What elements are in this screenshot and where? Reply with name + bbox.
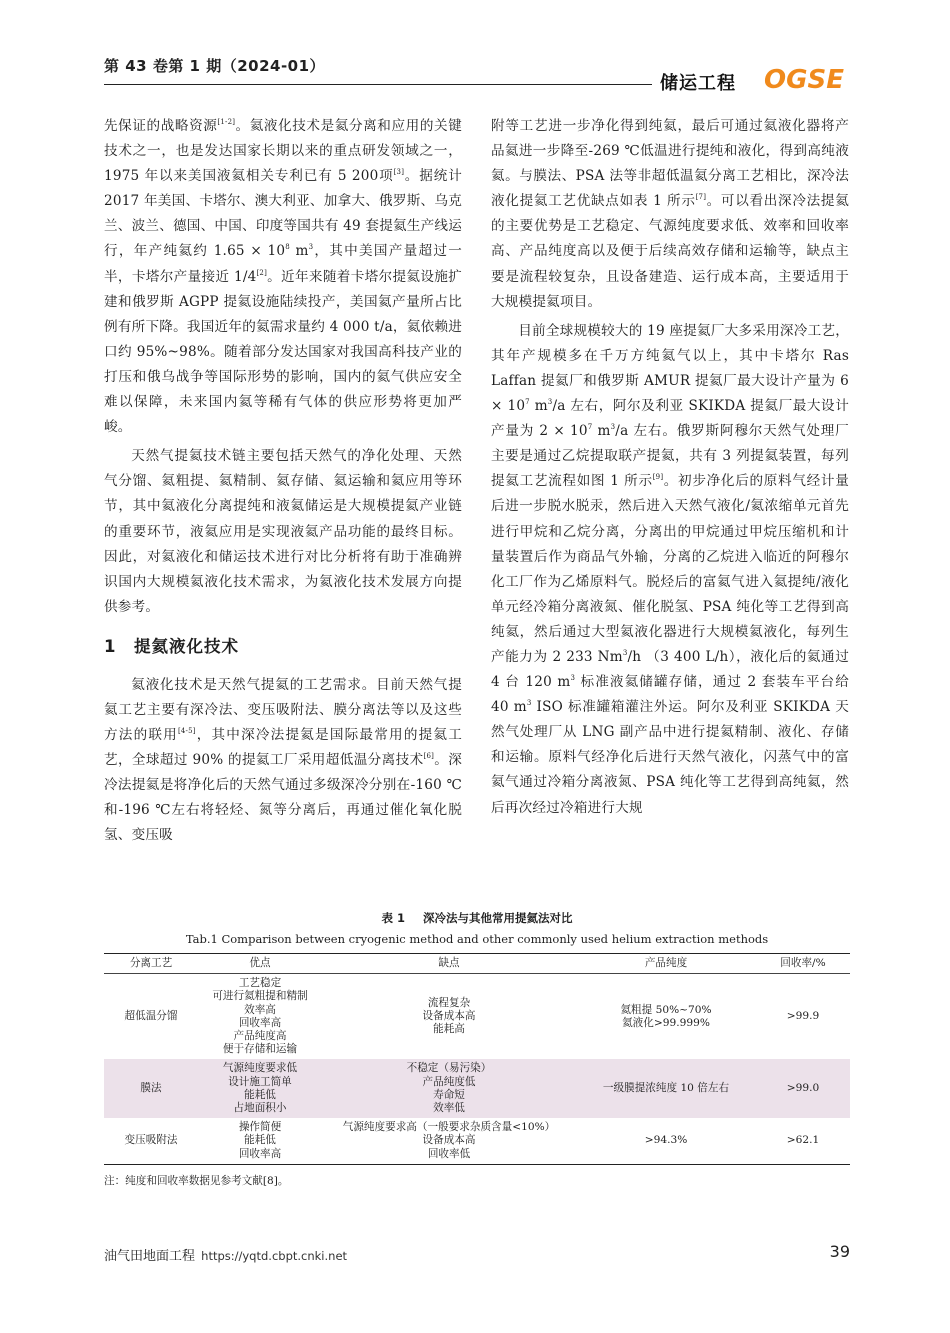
page-number: 39 <box>829 1242 850 1261</box>
cell-recovery: >99.9 <box>786 1010 820 1023</box>
paragraph-left-3: 氦液化技术是天然气提氦的工艺需求。目前天然气提氦工艺主要有深冷法、变压吸附法、膜分离法等以及这些方法的联用[4-5]，其中深冷法提氦是国际最常用的提氦工艺，全球超过 90% 的提氦工厂采用超低温分离技术[6]。深冷法提氦是将净化后的天然气通过多级深冷分别在-160 ℃和-196 ℃左右将轻烃、氮等分离后，再通过催化氧化脱氢、变压吸 <box>104 676 462 844</box>
journal-logo-text: OGSE <box>764 66 844 92</box>
journal-issue: 第 43 卷第 1 期（2024-01） <box>104 57 326 75</box>
table-caption-cn: 表 1 深冷法与其他常用提氦法对比 <box>381 911 573 925</box>
cell-recovery: >99.0 <box>756 1059 850 1118</box>
header-purity: 产品纯度 <box>576 954 756 974</box>
section-name: 储运工程 <box>660 73 736 94</box>
table-header-row <box>104 954 850 974</box>
right-column <box>491 114 849 821</box>
header-recovery: 回收率/% <box>756 954 850 974</box>
left-column <box>104 114 462 849</box>
cell-method: 变压吸附法 <box>104 1118 198 1164</box>
cell-pros: 操作简便 能耗低 回收率高 <box>198 1118 322 1164</box>
cell-pros: 气源纯度要求低 设计施工简单 能耗低 占地面积小 <box>198 1059 322 1118</box>
paragraph-left-2: 天然气提氦技术链主要包括天然气的净化处理、天然气分馏、氦粗提、氦精制、氦存储、氦运输和氦应用等环节，其中氦液化分离提纯和液氦储运是大规模提氦产业链的重要环节，液氦应用是实现液氦产品功能的最终目标。因此，对氦液化和储运技术进行对比分析将有助于准确辨识国内大规模氦液化技术需求，为氦液化技术发展方向提供参考。 <box>104 448 462 615</box>
cell-cons: 不稳定（易污染） 产品纯度低 寿命短 效率低 <box>322 1059 576 1118</box>
table-row <box>104 1059 850 1118</box>
header-cons: 缺点 <box>322 954 576 974</box>
header-method: 分离工艺 <box>104 954 198 974</box>
cell-recovery: >62.1 <box>756 1118 850 1164</box>
header-pros: 优点 <box>198 954 322 974</box>
footer-journal <box>104 1245 347 1264</box>
header-rule <box>104 84 652 85</box>
table-caption-en: Tab.1 Comparison between cryogenic method and other commonly used helium extraction methods <box>185 932 769 946</box>
footer-journal-name: 油气田地面工程 <box>104 1249 196 1264</box>
comparison-table-block <box>104 909 850 1189</box>
footer-url[interactable]: https://yqtd.cbpt.cnki.net <box>201 1249 348 1263</box>
comparison-table <box>104 953 850 1165</box>
paragraph-right-1: 附等工艺进一步净化得到纯氦，最后可通过氦液化器将产品氦进一步降至-269 ℃低温进行提纯和液化，得到高纯液氦。与膜法、PSA 法等非超低温氦分离工艺相比，深冷法液化提氦工艺优缺点如表 1 所示[7]。可以看出深冷法提氦的主要优势是工艺稳定、气源纯度要求低、效率和回收率高、产品纯度高以及便于后续高效存储和运输等，缺点主要是流程较复杂，且设备建造、运行成本高，主要适用于大规模提氦项目。 <box>491 118 849 310</box>
cell-purity: 一级膜提浓纯度 10 倍左右 <box>576 1059 756 1118</box>
paragraph-right-2: 目前全球规模较大的 19 座提氦厂大多采用深冷工艺，其年产规模多在千万方纯氦气以上，其中卡塔尔 Ras Laffan 提氦厂和俄罗斯 AMUR 提氦厂最大设计产量为 $6 \times 10^7$ $m^3/a$ 左右，阿尔及利亚 SKIKDA 提氦厂最大设计产量为 $2 \times 10^7$ $m^3/a$ 左右。俄罗斯阿穆尔天然气处理厂主要是通过乙烷提取联产提氦，共有 3 列提氦装置，每列提氦工艺流程如图 1 所示[9]。初步净化后的原料气经计量后进一步脱水脱汞，然后进入天然气液化/氦浓缩单元首先进行甲烷和乙烷分离，分离出的甲烷通过甲烷压缩机和计量装置后作为商品气外输，分离的乙烷进入临近的阿穆尔化工厂作为乙烯原料气。脱烃后的富氦气进入氦提纯/液化单元经冷箱分离液氮、催化脱氢、PSA 纯化等工艺得到高纯氦，然后通过大型氦液化器进行大规模氦液化，每列生产能力为 2 233 Nm$^3$/h （3 400 L/h），液化后的氦通过 4 台 120 $m^3$ 标准液氦储罐存储，通过 2 套装车平台给 40 $m^3$ ISO 标准罐箱灌注外运。阿尔及利亚 SKIKDA 天然气处理厂从 LNG 副产品中进行提氦精制、液化、存储和运输。原料气经净化后进行天然气液化，闪蒸气中的富氦气通过冷箱分离液氮、PSA 纯化等工艺得到高纯氦，然后再次经过冷箱进行大规 <box>491 322 850 816</box>
cell-method: 超低温分馏 <box>124 1010 178 1023</box>
section-heading: 1 提氦液化技术 <box>104 636 239 656</box>
cell-method: 膜法 <box>104 1059 198 1118</box>
cell-pros: 工艺稳定 可进行氦粗提和精制 效率高 回收率高 产品纯度高 便于存储和运输 <box>212 977 308 1056</box>
cell-cons: 流程复杂 设备成本高 能耗高 <box>422 997 476 1036</box>
journal-logo <box>760 66 848 92</box>
paragraph-left-1: 先保证的战略资源[1-2]。氦液化技术是氦分离和应用的关键技术之一，也是发达国家长期以来的重点研发领域之一，1975 年以来美国液氦相关专利已有 5 200项[3]。据统计 2017 年美国、卡塔尔、澳大利亚、加拿大、俄罗斯、乌克兰、波兰、德国、中国、印度等国共有 49 套提氦生产线运行，年产纯氦约 $1.65 \times 10^8$ $m^3$，其中美国产量超过一半，卡塔尔产量接近 1/4[2]。近年来随着卡塔尔提氦设施扩建和俄罗斯 AGPP 提氦设施陆续投产，美国氦产量所占比例有所下降。我国近年的氦需求量约 4 000 t/a，氦依赖进口约 95%~98%。随着部分发达国家对我国高科技产业的打压和俄乌战争等国际形势的影响，国内的氦气供应安全难以保障，未来国内氦等稀有气体的供应形势将更加严峻。 <box>104 118 462 436</box>
cell-purity: >94.3% <box>576 1118 756 1164</box>
cell-purity: 氦粗提 50%~70% 氦液化>99.999% <box>620 1003 712 1029</box>
table-row <box>104 1118 850 1164</box>
table-note: 注：纯度和回收率数据见参考文献[8]。 <box>104 1174 289 1187</box>
table-row <box>104 974 850 1060</box>
cell-cons: 气源纯度要求高（一般要求杂质含量<10%） 设备成本高 回收率低 <box>322 1118 576 1164</box>
